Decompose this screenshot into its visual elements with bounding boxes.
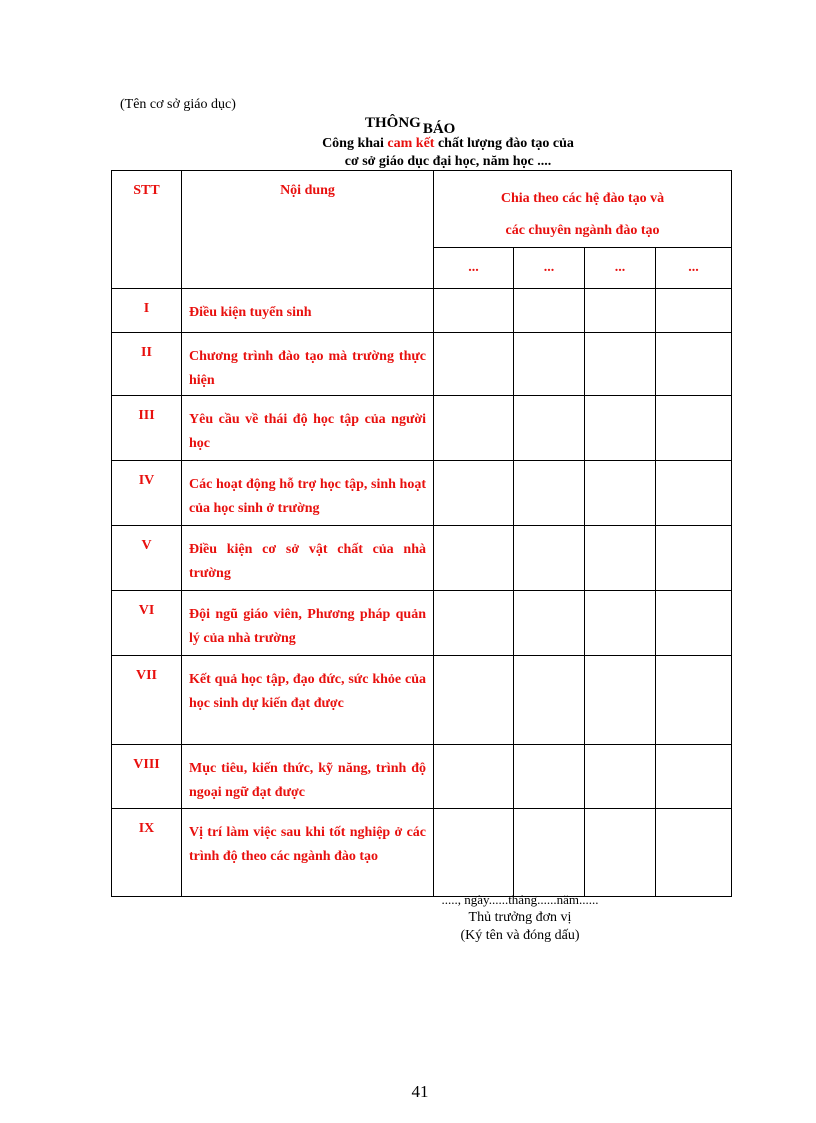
row-cell [585, 591, 656, 656]
row-cell [585, 289, 656, 333]
subtitle-text-a: Công khai [322, 136, 384, 151]
row-cell [656, 461, 732, 526]
row-cell [514, 745, 585, 809]
row-cell [434, 809, 514, 897]
row-cell [585, 461, 656, 526]
row-content: Vị trí làm việc sau khi tốt nghiệp ở các trình độ theo các ngành đào tạo [182, 809, 434, 897]
document-title [365, 115, 456, 137]
table-row [112, 526, 732, 591]
row-content: Chương trình đào tạo mà trường thực hiện [182, 333, 434, 396]
table-row [112, 289, 732, 333]
row-cell [656, 289, 732, 333]
subtitle-line-1 [0, 136, 816, 152]
row-cell [434, 461, 514, 526]
row-cell [514, 656, 585, 745]
table-row [112, 461, 732, 526]
row-cell [514, 591, 585, 656]
row-cell [585, 656, 656, 745]
row-cell [514, 333, 585, 396]
row-cell [656, 656, 732, 745]
row-cell [656, 591, 732, 656]
header-group-line-2: các chuyên ngành đào tạo [505, 223, 660, 238]
date-line: ....., ngày......tháng......năm...... [441, 892, 599, 907]
row-content: Điều kiện tuyển sinh [182, 289, 434, 333]
row-cell [585, 526, 656, 591]
subheader-col-4: ... [656, 248, 732, 289]
row-cell [434, 745, 514, 809]
row-cell [656, 333, 732, 396]
row-cell [585, 396, 656, 461]
row-content: Kết quả học tập, đạo đức, sức khỏe của học sinh dự kiến đạt được [182, 656, 434, 745]
table-row [112, 656, 732, 745]
subheader-col-1: ... [434, 248, 514, 289]
row-content: Mục tiêu, kiến thức, kỹ năng, trình độ ngoại ngữ đạt được [182, 745, 434, 809]
row-cell [514, 809, 585, 897]
row-stt: III [112, 396, 182, 461]
signature-note: (Ký tên và đóng dấu) [460, 928, 580, 943]
row-stt: VI [112, 591, 182, 656]
row-stt: V [112, 526, 182, 591]
row-cell [656, 745, 732, 809]
commitment-table [111, 170, 732, 897]
row-cell [514, 461, 585, 526]
row-cell [514, 396, 585, 461]
header-stt: STT [112, 171, 182, 289]
header-group-line-1: Chia theo các hệ đào tạo và [500, 191, 665, 206]
row-cell [434, 656, 514, 745]
row-stt: IV [112, 461, 182, 526]
organization-name: (Tên cơ sở giáo dục) [120, 97, 236, 112]
table-row [112, 809, 732, 897]
row-cell [434, 333, 514, 396]
subtitle-highlight: cam kết [387, 136, 435, 151]
row-stt: IX [112, 809, 182, 897]
table-row [112, 333, 732, 396]
row-cell [514, 526, 585, 591]
row-cell [656, 526, 732, 591]
row-cell [585, 809, 656, 897]
subtitle-text-b: chất lượng đào tạo của [437, 136, 574, 151]
table-row [112, 591, 732, 656]
title-part-1: THÔNG [365, 115, 421, 131]
row-content: Đội ngũ giáo viên, Phương pháp quản lý của nhà trường [182, 591, 434, 656]
subtitle-line-2: cơ sở giáo dục đại học, năm học .... [344, 154, 552, 169]
row-content: Yêu cầu về thái độ học tập của người học [182, 396, 434, 461]
title-part-2: BÁO [422, 121, 456, 137]
row-cell [656, 396, 732, 461]
row-stt: I [112, 289, 182, 333]
subheader-col-2: ... [514, 248, 585, 289]
row-content: Các hoạt động hỗ trợ học tập, sinh hoạt của học sinh ở trường [182, 461, 434, 526]
table-row [112, 396, 732, 461]
row-cell [514, 289, 585, 333]
row-cell [585, 333, 656, 396]
signer-title: Thủ trưởng đơn vị [468, 910, 572, 925]
header-row [112, 171, 732, 248]
row-stt: VII [112, 656, 182, 745]
header-content: Nội dung [182, 171, 434, 289]
row-stt: II [112, 333, 182, 396]
table-row [112, 745, 732, 809]
row-content: Điều kiện cơ sở vật chất của nhà trường [182, 526, 434, 591]
header-group [434, 171, 732, 248]
row-cell [656, 809, 732, 897]
row-cell [434, 289, 514, 333]
row-cell [434, 591, 514, 656]
row-cell [585, 745, 656, 809]
row-cell [434, 396, 514, 461]
subheader-col-3: ... [585, 248, 656, 289]
row-cell [434, 526, 514, 591]
row-stt: VIII [112, 745, 182, 809]
page-number: 41 [411, 1082, 429, 1101]
